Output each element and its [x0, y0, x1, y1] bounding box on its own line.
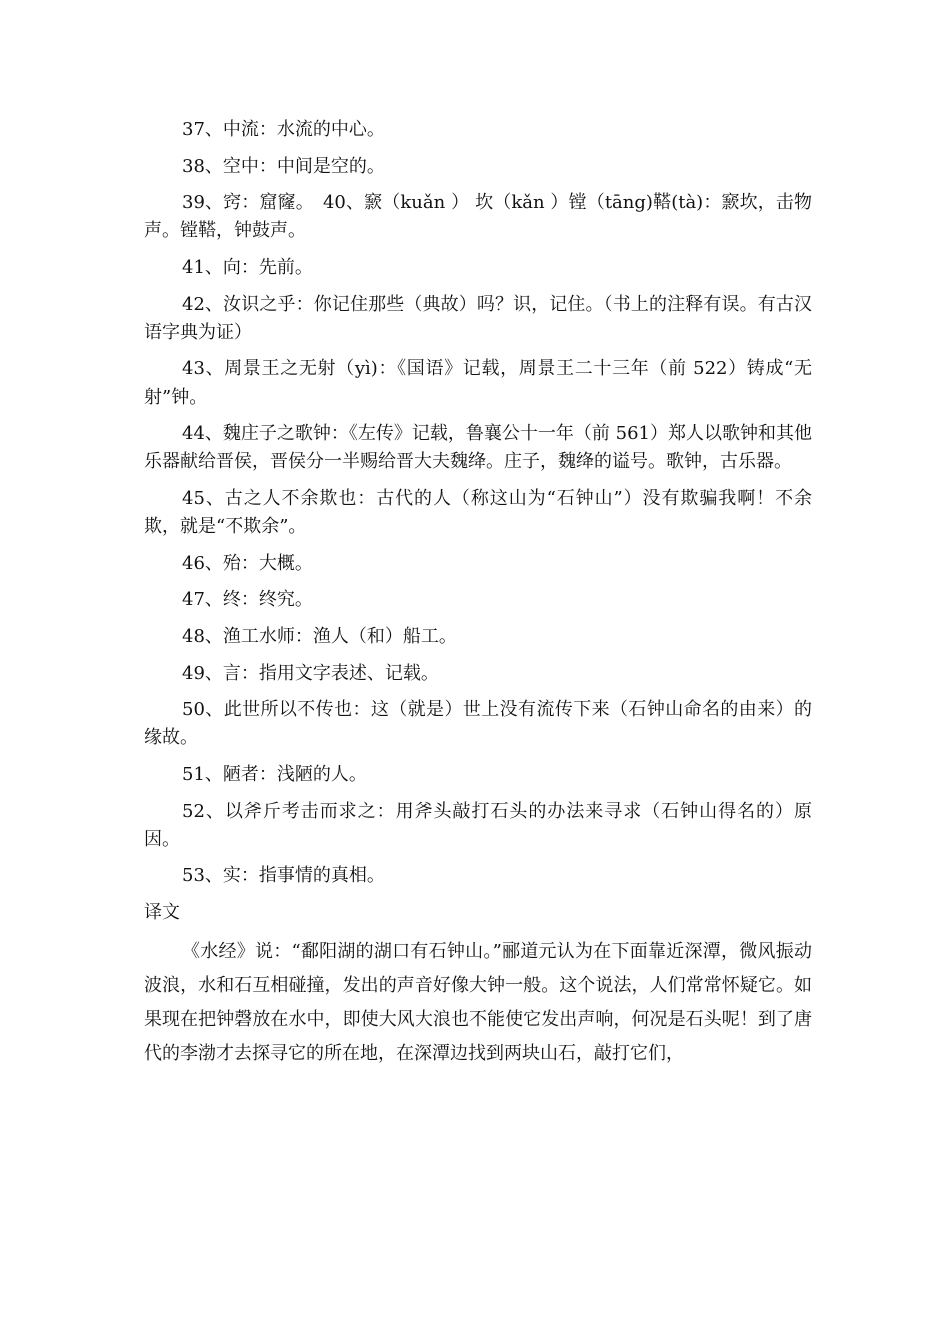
- annotation-37: 37、中流：水流的中心。: [182, 119, 385, 140]
- annotation-53: 53、实：指事情的真相。: [182, 865, 385, 887]
- annotation-47: 47、终：终究。: [182, 589, 313, 611]
- annotation-50: 50、此世所以不传也：这（就是）世上没有流传下来（石钟山命名的由来）的缘故。: [144, 699, 812, 749]
- annotation-51: 51、陋者：浅陋的人。: [182, 763, 367, 785]
- annotation-49: 49、言：指用文字表述、记载。: [182, 662, 439, 684]
- annotation-48: 48、渔工水师：渔人（和）船工。: [182, 625, 457, 647]
- annotation-46: 46、殆：大概。: [182, 552, 313, 574]
- annotation-52: 52、以斧斤考击而求之：用斧头敲打石头的办法来寻求（石钟山得名的）原因。: [144, 800, 812, 850]
- translation-paragraph: 《水经》说：“鄱阳湖的湖口有石钟山。”郦道元认为在下面靠近深潭，微风振动波浪，水和石互相碰撞，发出的声音好像大钟一般。这个说法，人们常常怀疑它。如果现在把钟磬放在水中，即使大风大浪也不能使它发出声响，何况是石头呢！到了唐代的李渤才去探寻它的所在地，在深潭边找到两块山石，敲打它们，: [144, 940, 812, 1064]
- section-heading-translation: 译文: [144, 901, 180, 923]
- document-content: [144, 116, 812, 1071]
- annotation-44: 44、魏庄子之歌钟：《左传》记载，鲁襄公十一年（前 561）郑人以歌钟和其他乐器献给晋侯，晋侯分一半赐给晋大夫魏绛。庄子，魏绛的谥号。歌钟，古乐器。: [144, 423, 812, 473]
- annotation-39-40: 39、窍：窟窿。 40、窾（kuǎn ） 坎（kǎn ）镗（tāng)鞳(tà)：窾坎，击物声。镗鞳，钟鼓声。: [144, 192, 812, 242]
- annotation-42: 42、汝识之乎：你记住那些（典故）吗？识，记住。（书上的注释有误。有古汉语字典为证）: [144, 293, 812, 343]
- annotation-38: 38、空中：中间是空的。: [182, 155, 385, 177]
- annotation-41: 41、向：先前。: [182, 256, 313, 278]
- annotation-45: 45、古之人不余欺也：古代的人（称这山为“石钟山”）没有欺骗我啊！不余欺，就是“不欺余”。: [144, 487, 812, 538]
- annotation-43: 43、周景王之无射（yì)：《国语》记载，周景王二十三年（前 522）铸成“无射”钟。: [144, 358, 812, 408]
